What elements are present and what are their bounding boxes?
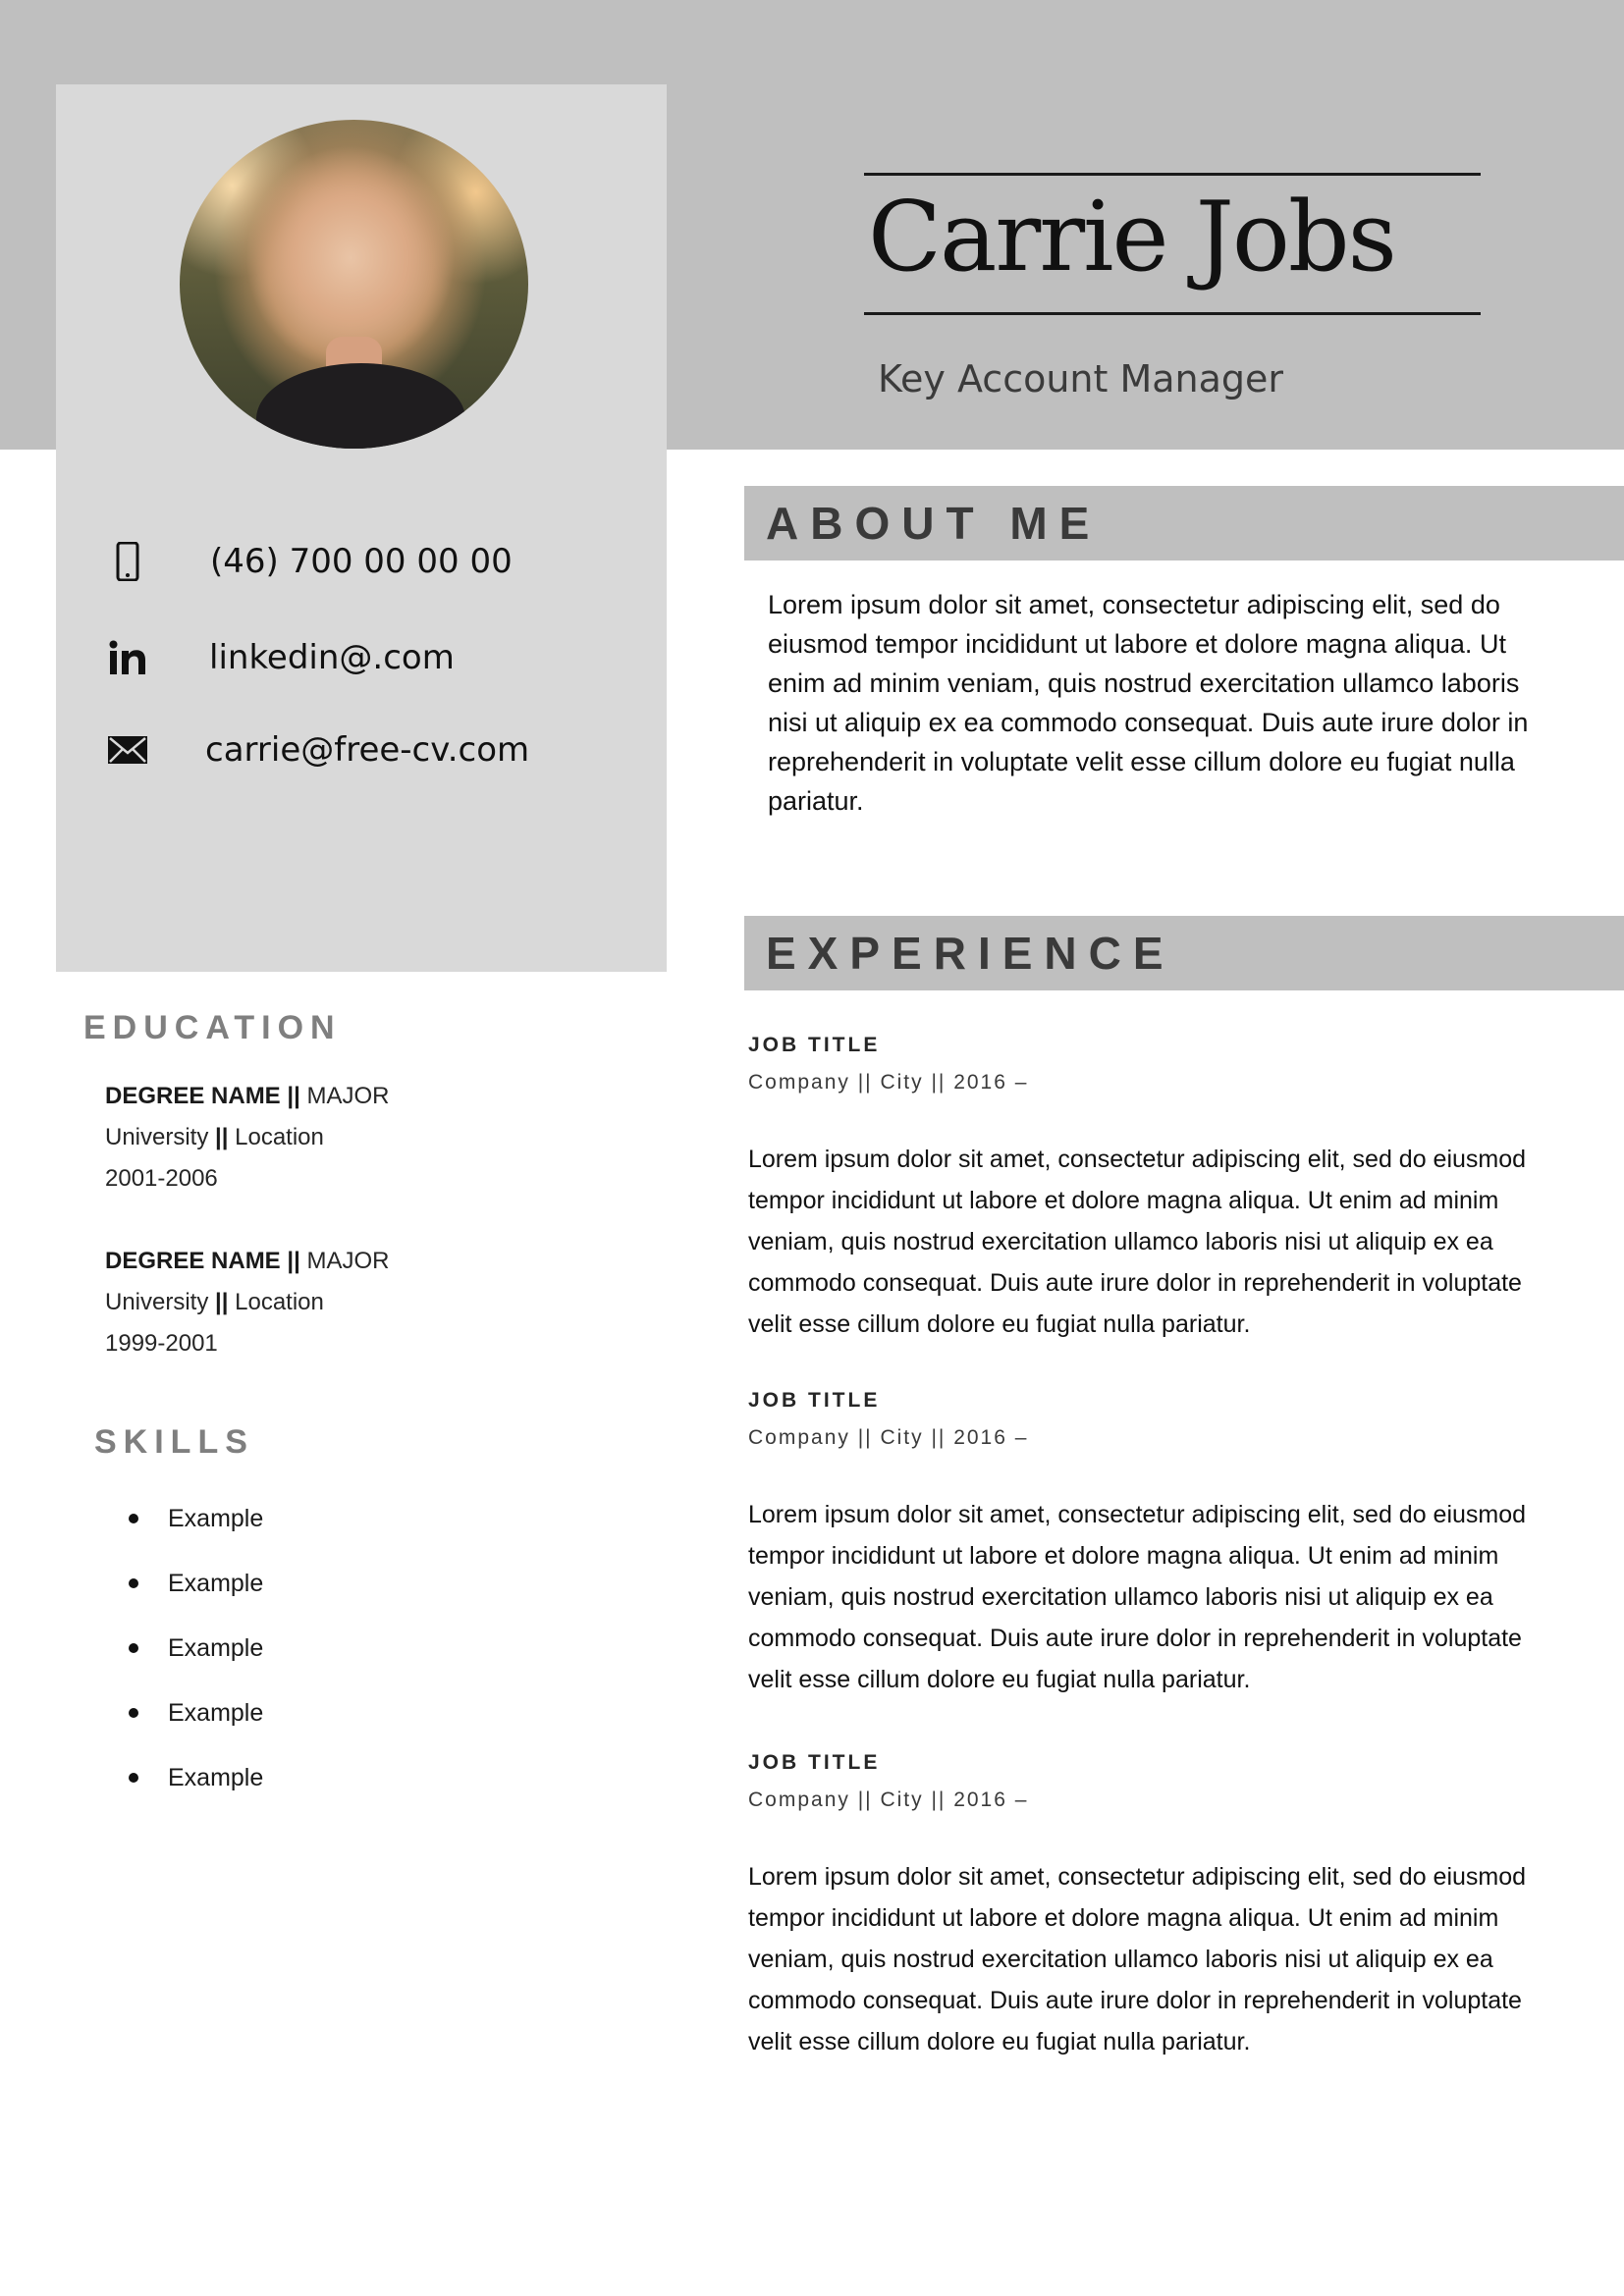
job-description: Lorem ipsum dolor sit amet, consectetur adipiscing elit, sed do eiusmod tempor incididunt ut labore et dolore magna aliqua. Ut enim ad minim veniam, quis nostrud exercitation ullamco laboris nisi ut aliquip ex ea commodo consequat. Duis aute irure dolor in reprehenderit in voluptate velit esse cillum dolore eu fugiat nulla pariatur. bbox=[748, 1146, 1527, 1338]
education-degree-line bbox=[105, 1076, 389, 1117]
about-section-bar bbox=[744, 486, 1624, 561]
university-location: Location bbox=[235, 1289, 324, 1315]
degree-name: DEGREE NAME bbox=[105, 1248, 281, 1274]
name-rule-bottom bbox=[864, 312, 1481, 315]
education-item bbox=[105, 1241, 389, 1364]
job-description: Lorem ipsum dolor sit amet, consectetur adipiscing elit, sed do eiusmod tempor incididunt ut labore et dolore magna aliqua. Ut enim ad minim veniam, quis nostrud exercitation ullamco laboris nisi ut aliquip ex ea commodo consequat. Duis aute irure dolor in reprehenderit in voluptate velit esse cillum dolore eu fugiat nulla pariatur. bbox=[748, 1501, 1527, 1693]
bullet-icon bbox=[129, 1578, 138, 1588]
university-name: University bbox=[105, 1289, 209, 1315]
job-entry bbox=[748, 1748, 1563, 2062]
skill-item bbox=[129, 1499, 263, 1538]
bullet-icon bbox=[129, 1708, 138, 1718]
skills-heading: SKILLS bbox=[94, 1423, 254, 1461]
university-separator: || bbox=[208, 1289, 236, 1315]
job-title: JOB TITLE bbox=[748, 1389, 881, 1412]
degree-name: DEGREE NAME bbox=[105, 1083, 281, 1109]
skill-item bbox=[129, 1693, 263, 1733]
photo-shoulders bbox=[256, 363, 465, 449]
job-title: JOB TITLE bbox=[748, 1751, 881, 1774]
skill-label: Example bbox=[168, 1569, 264, 1597]
job-entry bbox=[748, 1031, 1563, 1345]
contact-phone bbox=[106, 532, 513, 591]
phone-number[interactable]: (46) 700 00 00 00 bbox=[210, 542, 513, 581]
bullet-icon bbox=[129, 1773, 138, 1783]
about-heading: ABOUT ME bbox=[766, 498, 1102, 549]
job-title: JOB TITLE bbox=[748, 1034, 881, 1056]
skill-item bbox=[129, 1758, 263, 1797]
candidate-name: Carrie Jobs bbox=[868, 182, 1395, 294]
job-meta: Company || City || 2016 – bbox=[748, 1071, 1029, 1094]
degree-major: MAJOR bbox=[306, 1083, 390, 1109]
linkedin-handle[interactable]: linkedin@.com bbox=[209, 638, 455, 677]
education-degree-line bbox=[105, 1241, 389, 1282]
education-years: 1999-2001 bbox=[105, 1330, 218, 1357]
education-item bbox=[105, 1076, 389, 1200]
job-entry bbox=[748, 1386, 1563, 1700]
experience-heading: EXPERIENCE bbox=[766, 928, 1175, 979]
job-description: Lorem ipsum dolor sit amet, consectetur adipiscing elit, sed do eiusmod tempor incididunt ut labore et dolore magna aliqua. Ut enim ad minim veniam, quis nostrud exercitation ullamco laboris nisi ut aliquip ex ea commodo consequat. Duis aute irure dolor in reprehenderit in voluptate velit esse cillum dolore eu fugiat nulla pariatur. bbox=[748, 1863, 1527, 2056]
degree-major: MAJOR bbox=[306, 1248, 390, 1274]
bullet-icon bbox=[129, 1643, 138, 1653]
education-university-line bbox=[105, 1117, 389, 1158]
skill-item bbox=[129, 1564, 263, 1603]
experience-section-bar bbox=[744, 916, 1624, 990]
skill-label: Example bbox=[168, 1698, 264, 1727]
email-address[interactable]: carrie@free-cv.com bbox=[205, 730, 530, 770]
smartphone-icon bbox=[106, 540, 149, 583]
university-separator: || bbox=[208, 1124, 236, 1150]
skill-label: Example bbox=[168, 1633, 264, 1662]
university-name: University bbox=[105, 1124, 209, 1150]
job-meta: Company || City || 2016 – bbox=[748, 1426, 1029, 1449]
degree-separator: || bbox=[280, 1248, 307, 1274]
envelope-icon bbox=[106, 728, 149, 772]
skill-label: Example bbox=[168, 1763, 264, 1791]
skill-label: Example bbox=[168, 1504, 264, 1532]
profile-photo bbox=[180, 120, 528, 449]
about-text: Lorem ipsum dolor sit amet, consectetur adipiscing elit, sed do eiusmod tempor incididunt ut labore et dolore magna aliqua. Ut enim ad minim veniam, quis nostrud exercitation ullamco laboris nisi ut aliquip ex ea commodo consequat. Duis aute irure dolor in reprehenderit in voluptate velit esse cillum dolore eu fugiat nulla pariatur. bbox=[768, 590, 1529, 816]
contact-email bbox=[106, 721, 530, 779]
job-role: Key Account Manager bbox=[878, 357, 1284, 400]
linkedin-icon bbox=[106, 636, 149, 679]
degree-separator: || bbox=[280, 1083, 307, 1109]
job-meta: Company || City || 2016 – bbox=[748, 1789, 1029, 1811]
skill-item bbox=[129, 1629, 263, 1668]
education-years: 2001-2006 bbox=[105, 1165, 218, 1192]
name-rule-top bbox=[864, 173, 1481, 176]
university-location: Location bbox=[235, 1124, 324, 1150]
education-university-line bbox=[105, 1282, 389, 1323]
bullet-icon bbox=[129, 1514, 138, 1523]
contact-linkedin bbox=[106, 628, 455, 687]
education-heading: EDUCATION bbox=[83, 1009, 342, 1046]
